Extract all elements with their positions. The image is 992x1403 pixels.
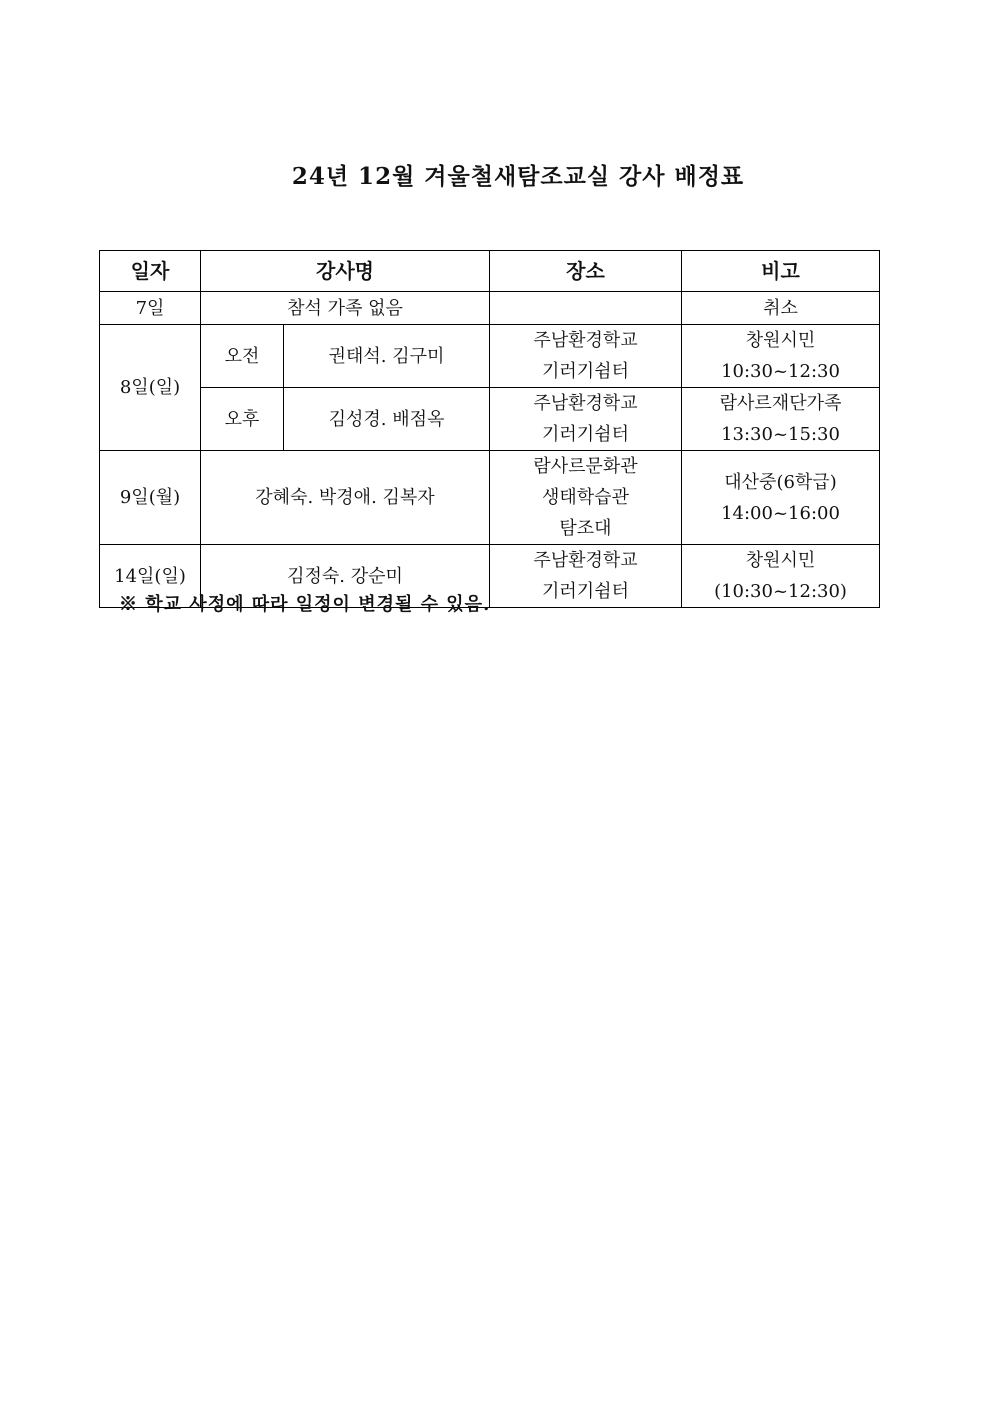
note-line: (10:30~12:30) xyxy=(714,581,847,602)
date-cell: 8일(일) xyxy=(100,325,201,451)
place-cell xyxy=(490,325,682,388)
place-cell xyxy=(490,388,682,451)
place-line: 람사르문화관 xyxy=(533,456,638,477)
date-cell: 9일(월) xyxy=(100,451,201,545)
note-line: 창원시민 xyxy=(745,550,816,571)
place-line: 주남환경학교 xyxy=(533,330,638,351)
table-row xyxy=(100,292,880,325)
table-row xyxy=(100,451,880,545)
schedule-table xyxy=(99,250,880,608)
place-cell xyxy=(490,451,682,545)
header-instructor: 강사명 xyxy=(201,251,490,292)
instructor-cell: 참석 가족 없음 xyxy=(201,292,490,325)
header-place: 장소 xyxy=(490,251,682,292)
note-line: 창원시민 xyxy=(745,330,816,351)
header-note: 비고 xyxy=(682,251,880,292)
footnote: ※ 학교 사정에 따라 일정이 변경될 수 있음. xyxy=(119,594,491,615)
place-line: 기러기쉼터 xyxy=(542,361,629,382)
place-line: 기러기쉼터 xyxy=(542,424,629,445)
header-date: 일자 xyxy=(100,251,201,292)
note-cell xyxy=(682,451,880,545)
table-header-row xyxy=(100,251,880,292)
note-cell xyxy=(682,388,880,451)
note-line: 13:30~15:30 xyxy=(721,424,840,445)
instructor-cell: 김정숙. 강순미 xyxy=(201,545,490,608)
note-line: 람사르재단가족 xyxy=(719,393,842,414)
instructor-cell: 강혜숙. 박경애. 김복자 xyxy=(201,451,490,545)
place-line: 기러기쉼터 xyxy=(542,581,629,602)
period-cell: 오전 xyxy=(201,325,284,388)
instructor-cell: 권태석. 김구미 xyxy=(284,325,490,388)
note-cell xyxy=(682,545,880,608)
note-line: 14:00~16:00 xyxy=(721,502,840,524)
date-cell: 14일(일) xyxy=(100,545,201,608)
table-row xyxy=(100,388,880,451)
note-cell xyxy=(682,325,880,388)
place-line: 주남환경학교 xyxy=(533,393,638,414)
note-line: 대산중(6학급) xyxy=(724,471,837,493)
place-line: 탐조대 xyxy=(559,518,612,539)
date-cell: 7일 xyxy=(100,292,201,325)
place-cell xyxy=(490,292,682,325)
place-line: 생태학습관 xyxy=(542,487,629,508)
period-cell: 오후 xyxy=(201,388,284,451)
place-cell xyxy=(490,545,682,608)
place-line: 주남환경학교 xyxy=(533,550,638,571)
note-line: 10:30~12:30 xyxy=(721,361,840,382)
instructor-cell: 김성경. 배점옥 xyxy=(284,388,490,451)
table-row xyxy=(100,325,880,388)
page-title: 24년 12월 겨울철새탐조교실 강사 배정표 xyxy=(291,163,745,190)
note-cell: 취소 xyxy=(682,292,880,325)
